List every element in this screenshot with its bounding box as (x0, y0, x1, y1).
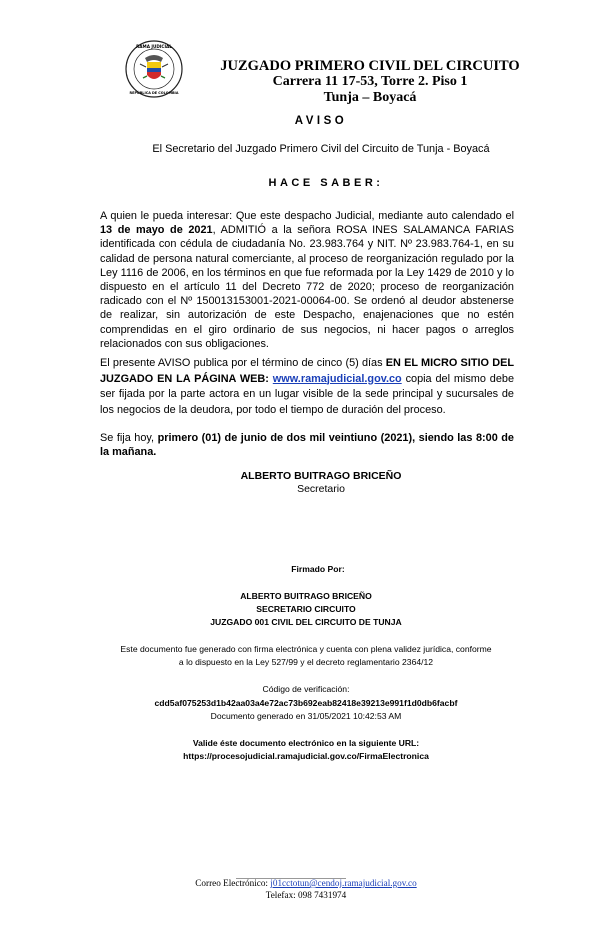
p1-text-a: A quien le pueda interesar: Que este despacho Judicial, mediante auto calendado el (100, 210, 514, 222)
signer-role: Secretario (297, 483, 345, 495)
website-link[interactable]: www.ramajudicial.gov.co (272, 372, 402, 385)
p2-bold: EN EL MICRO SITIO DEL JUZGADO EN LA PÁGINA WEB: (100, 357, 514, 385)
p1-text-b: , ADMITIÓ a la señora ROSA INES SALAMANCA FARIAS identificada con cédula de ciudadanía No. 23.983.764 y NIT. Nº 23.983.764-1, en su calidad de persona natural comerciante, al proceso de reorganización regulado por la Ley 1116 de 2006, en los términos en que fue reformada por la Ley 1429 de 2010 y lo dispuesto en el artículo 11 del Decreto 772 de 2020; proceso de reorganización radicado con el Nº 150013153001-2021-00064-00. Se ordenó al deudor abstenerse de realizar, sin autorización de este Despacho, enajenaciones que no estén comprendidas en el giro ordinario de sus negocios, ni hacer pagos o arreglos relacionados con sus obligaciones. (100, 224, 514, 350)
secretary-line: El Secretario del Juzgado Primero Civil del Circuito de Tunja - Boyacá (152, 143, 490, 155)
svg-text:REPÚBLICA DE COLOMBIA: REPÚBLICA DE COLOMBIA (129, 91, 179, 95)
aviso-title: AVISO (294, 115, 348, 127)
court-seal-logo (125, 40, 183, 98)
p3-bold: primero (01) de junio de dos mil veintiuno (2021), siendo las 8:00 de la mañana. (100, 432, 514, 459)
esign-role: SECRETARIO CIRCUITO (256, 604, 356, 614)
court-name: JUZGADO PRIMERO CIVIL DEL CIRCUITO (220, 58, 520, 74)
esign-name: ALBERTO BUITRAGO BRICEÑO (240, 591, 372, 601)
esign-court: JUZGADO 001 CIVIL DEL CIRCUITO DE TUNJA (210, 617, 402, 627)
legal-text-line-2: a lo dispuesto en la Ley 527/99 y el decreto reglamentario 2364/12 (178, 657, 434, 667)
court-city: Tunja – Boyacá (323, 90, 417, 105)
court-address: Carrera 11 17-53, Torre 2. Piso 1 (272, 74, 468, 89)
footer-email-label: Correo Electrónico: (195, 878, 268, 888)
validate-url[interactable]: https://procesojudicial.ramajudicial.gov.co/FirmaElectronica (183, 751, 429, 761)
p2-text-a: El presente AVISO publica por el término de cinco (5) días (100, 357, 386, 369)
firmado-por-label: Firmado Por: (291, 564, 345, 574)
verification-code-label: Código de verificación: (262, 684, 350, 694)
validate-label: Valide éste documento electrónico en la siguiente URL: (192, 738, 420, 748)
legal-text-line-1: Este documento fue generado con firma electrónica y cuenta con plena validez jurídica, conforme (120, 644, 492, 654)
footer-email-line (0, 878, 612, 890)
p2-text-b: copia del mismo debe ser fijada por la parte actora en un lugar visible de la sede principal y sucursales de los negocios de la deudora, por todo el tiempo de duración del proceso. (100, 372, 515, 416)
footer-email-link[interactable]: j01cctotun@cendoj.ramajudicial.gov.co (270, 878, 417, 888)
p1-date: 13 de mayo de 2021 (100, 224, 213, 237)
svg-text:RAMA JUDICIAL: RAMA JUDICIAL (136, 44, 172, 49)
p3-text-a: Se fija hoy, (100, 432, 158, 444)
footer-phone: Telefax: 098 7431974 (265, 890, 347, 900)
generated-timestamp: Documento generado en 31/05/2021 10:42:53 AM (210, 711, 402, 721)
hace-saber-heading: HACE SABER: (268, 177, 384, 189)
notice-paragraph-3 (100, 431, 514, 459)
notice-paragraph-2 (100, 356, 514, 418)
signer-name: ALBERTO BUITRAGO BRICEÑO (240, 470, 402, 482)
notice-paragraph-1 (100, 209, 514, 351)
verification-code: cdd5af075253d1b42aa03a4e72ac73b692eab82418e39213e991f1d0db6facbf (154, 698, 458, 708)
